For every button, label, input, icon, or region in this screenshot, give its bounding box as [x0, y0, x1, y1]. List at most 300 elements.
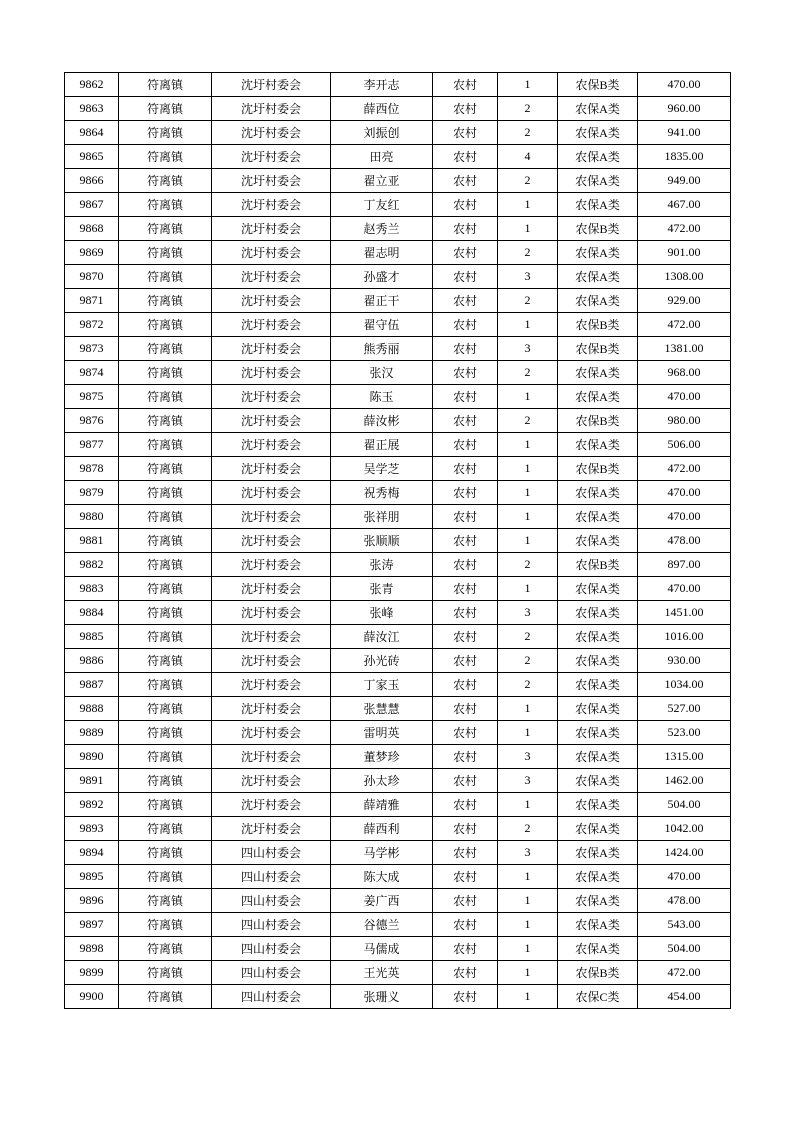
table-cell: 符离镇 — [119, 889, 212, 913]
table-cell: 张青 — [331, 577, 433, 601]
table-cell: 田亮 — [331, 145, 433, 169]
table-cell: 949.00 — [638, 169, 731, 193]
table-row — [65, 625, 731, 649]
table-cell: 农村 — [433, 361, 498, 385]
table-cell: 农村 — [433, 817, 498, 841]
table-cell: 9873 — [65, 337, 119, 361]
table-cell: 9875 — [65, 385, 119, 409]
table-cell: 农村 — [433, 337, 498, 361]
table-row — [65, 457, 731, 481]
table-cell: 农村 — [433, 649, 498, 673]
table-row — [65, 697, 731, 721]
table-cell: 沈圩村委会 — [212, 265, 331, 289]
table-cell: 农保A类 — [558, 745, 638, 769]
table-cell: 9866 — [65, 169, 119, 193]
table-body — [65, 73, 731, 1009]
table-cell: 张顺顺 — [331, 529, 433, 553]
table-cell: 孙太珍 — [331, 769, 433, 793]
table-cell: 符离镇 — [119, 553, 212, 577]
table-cell: 符离镇 — [119, 649, 212, 673]
table-cell: 506.00 — [638, 433, 731, 457]
table-cell: 符离镇 — [119, 409, 212, 433]
table-cell: 农保B类 — [558, 409, 638, 433]
table-cell: 2 — [498, 817, 558, 841]
table-cell: 478.00 — [638, 529, 731, 553]
table-row — [65, 865, 731, 889]
table-cell: 沈圩村委会 — [212, 361, 331, 385]
table-cell: 1 — [498, 73, 558, 97]
table-cell: 472.00 — [638, 457, 731, 481]
table-cell: 丁家玉 — [331, 673, 433, 697]
table-cell: 符离镇 — [119, 457, 212, 481]
table-cell: 472.00 — [638, 961, 731, 985]
table-cell: 农保A类 — [558, 505, 638, 529]
table-cell: 农保A类 — [558, 265, 638, 289]
table-cell: 翟正干 — [331, 289, 433, 313]
table-cell: 农保B类 — [558, 337, 638, 361]
table-cell: 沈圩村委会 — [212, 721, 331, 745]
table-row — [65, 841, 731, 865]
table-row — [65, 985, 731, 1009]
table-row — [65, 193, 731, 217]
table-cell: 1 — [498, 385, 558, 409]
table-cell: 1 — [498, 793, 558, 817]
table-cell: 翟正展 — [331, 433, 433, 457]
table-cell: 农村 — [433, 409, 498, 433]
table-cell: 刘振创 — [331, 121, 433, 145]
table-cell: 9894 — [65, 841, 119, 865]
table-cell: 农村 — [433, 769, 498, 793]
table-cell: 3 — [498, 337, 558, 361]
table-cell: 符离镇 — [119, 745, 212, 769]
table-cell: 沈圩村委会 — [212, 481, 331, 505]
table-cell: 470.00 — [638, 385, 731, 409]
table-cell: 9888 — [65, 697, 119, 721]
table-cell: 张祥朋 — [331, 505, 433, 529]
table-cell: 农村 — [433, 745, 498, 769]
table-cell: 9879 — [65, 481, 119, 505]
table-cell: 农保B类 — [558, 961, 638, 985]
table-cell: 四山村委会 — [212, 937, 331, 961]
table-cell: 符离镇 — [119, 169, 212, 193]
table-cell: 农村 — [433, 481, 498, 505]
table-cell: 9891 — [65, 769, 119, 793]
table-cell: 农保A类 — [558, 913, 638, 937]
table-cell: 9885 — [65, 625, 119, 649]
table-cell: 9872 — [65, 313, 119, 337]
table-row — [65, 385, 731, 409]
table-cell: 农村 — [433, 241, 498, 265]
table-cell: 农村 — [433, 793, 498, 817]
table-cell: 符离镇 — [119, 937, 212, 961]
table-cell: 沈圩村委会 — [212, 145, 331, 169]
table-cell: 农村 — [433, 313, 498, 337]
table-row — [65, 961, 731, 985]
table-cell: 9889 — [65, 721, 119, 745]
table-cell: 吴学芝 — [331, 457, 433, 481]
table-cell: 1424.00 — [638, 841, 731, 865]
table-cell: 农保A类 — [558, 841, 638, 865]
table-cell: 472.00 — [638, 217, 731, 241]
table-cell: 3 — [498, 841, 558, 865]
table-row — [65, 577, 731, 601]
table-cell: 农村 — [433, 889, 498, 913]
table-cell: 符离镇 — [119, 961, 212, 985]
table-cell: 马学彬 — [331, 841, 433, 865]
table-cell: 符离镇 — [119, 481, 212, 505]
table-cell: 四山村委会 — [212, 985, 331, 1009]
table-cell: 沈圩村委会 — [212, 217, 331, 241]
table-cell: 1 — [498, 481, 558, 505]
table-row — [65, 889, 731, 913]
table-row — [65, 145, 731, 169]
table-cell: 农保A类 — [558, 889, 638, 913]
table-cell: 农村 — [433, 433, 498, 457]
table-cell: 农保A类 — [558, 361, 638, 385]
table-cell: 4 — [498, 145, 558, 169]
table-cell: 孙盛才 — [331, 265, 433, 289]
table-cell: 符离镇 — [119, 985, 212, 1009]
table-cell: 符离镇 — [119, 265, 212, 289]
table-cell: 1 — [498, 577, 558, 601]
table-cell: 马儒成 — [331, 937, 433, 961]
table-row — [65, 361, 731, 385]
table-cell: 沈圩村委会 — [212, 289, 331, 313]
table-cell: 符离镇 — [119, 913, 212, 937]
table-cell: 农村 — [433, 217, 498, 241]
table-cell: 504.00 — [638, 937, 731, 961]
table-row — [65, 505, 731, 529]
table-cell: 符离镇 — [119, 673, 212, 697]
table-cell: 符离镇 — [119, 193, 212, 217]
table-cell: 符离镇 — [119, 337, 212, 361]
table-cell: 姜广西 — [331, 889, 433, 913]
table-cell: 农保B类 — [558, 73, 638, 97]
table-cell: 沈圩村委会 — [212, 385, 331, 409]
table-cell: 9896 — [65, 889, 119, 913]
table-cell: 1 — [498, 313, 558, 337]
table-cell: 沈圩村委会 — [212, 769, 331, 793]
table-cell: 农村 — [433, 985, 498, 1009]
table-cell: 504.00 — [638, 793, 731, 817]
table-cell: 符离镇 — [119, 769, 212, 793]
table-cell: 929.00 — [638, 289, 731, 313]
table-cell: 2 — [498, 673, 558, 697]
table-cell: 张珊义 — [331, 985, 433, 1009]
table-cell: 9883 — [65, 577, 119, 601]
table-cell: 9897 — [65, 913, 119, 937]
table-cell: 1381.00 — [638, 337, 731, 361]
table-cell: 农保A类 — [558, 937, 638, 961]
table-cell: 薛靖雅 — [331, 793, 433, 817]
table-cell: 翟守伍 — [331, 313, 433, 337]
table-cell: 农村 — [433, 577, 498, 601]
table-cell: 符离镇 — [119, 145, 212, 169]
table-cell: 9863 — [65, 97, 119, 121]
table-row — [65, 529, 731, 553]
table-row — [65, 745, 731, 769]
table-cell: 符离镇 — [119, 97, 212, 121]
table-cell: 9878 — [65, 457, 119, 481]
table-cell: 9869 — [65, 241, 119, 265]
table-cell: 薛西位 — [331, 97, 433, 121]
table-cell: 农村 — [433, 937, 498, 961]
table-cell: 941.00 — [638, 121, 731, 145]
table-cell: 9892 — [65, 793, 119, 817]
table-cell: 符离镇 — [119, 865, 212, 889]
table-cell: 陈大成 — [331, 865, 433, 889]
table-cell: 沈圩村委会 — [212, 601, 331, 625]
table-cell: 9876 — [65, 409, 119, 433]
table-cell: 符离镇 — [119, 289, 212, 313]
table-cell: 农村 — [433, 97, 498, 121]
table-cell: 1 — [498, 193, 558, 217]
table-cell: 2 — [498, 121, 558, 145]
table-row — [65, 241, 731, 265]
table-cell: 1 — [498, 505, 558, 529]
table-cell: 9882 — [65, 553, 119, 577]
table-cell: 农保A类 — [558, 289, 638, 313]
table-cell: 沈圩村委会 — [212, 241, 331, 265]
table-cell: 2 — [498, 97, 558, 121]
table-cell: 农村 — [433, 553, 498, 577]
table-cell: 农村 — [433, 193, 498, 217]
table-cell: 1 — [498, 889, 558, 913]
table-row — [65, 121, 731, 145]
table-cell: 四山村委会 — [212, 865, 331, 889]
table-cell: 1042.00 — [638, 817, 731, 841]
table-cell: 9895 — [65, 865, 119, 889]
table-cell: 沈圩村委会 — [212, 337, 331, 361]
table-cell: 李开志 — [331, 73, 433, 97]
table-cell: 丁友红 — [331, 193, 433, 217]
table-cell: 熊秀丽 — [331, 337, 433, 361]
table-cell: 1034.00 — [638, 673, 731, 697]
table-cell: 沈圩村委会 — [212, 169, 331, 193]
table-cell: 1 — [498, 961, 558, 985]
table-cell: 9871 — [65, 289, 119, 313]
table-cell: 960.00 — [638, 97, 731, 121]
table-row — [65, 217, 731, 241]
table-cell: 符离镇 — [119, 241, 212, 265]
table-cell: 农保A类 — [558, 649, 638, 673]
table-cell: 农保A类 — [558, 769, 638, 793]
table-cell: 2 — [498, 241, 558, 265]
table-cell: 1 — [498, 529, 558, 553]
table-cell: 农保A类 — [558, 433, 638, 457]
table-cell: 2 — [498, 169, 558, 193]
table-cell: 2 — [498, 553, 558, 577]
table-cell: 9886 — [65, 649, 119, 673]
table-row — [65, 433, 731, 457]
table-cell: 农保A类 — [558, 601, 638, 625]
table-cell: 沈圩村委会 — [212, 577, 331, 601]
table-cell: 沈圩村委会 — [212, 649, 331, 673]
table-cell: 农村 — [433, 865, 498, 889]
table-cell: 沈圩村委会 — [212, 529, 331, 553]
table-cell: 薛汝彬 — [331, 409, 433, 433]
table-cell: 农保B类 — [558, 217, 638, 241]
table-cell: 897.00 — [638, 553, 731, 577]
table-cell: 9884 — [65, 601, 119, 625]
table-cell: 符离镇 — [119, 817, 212, 841]
table-cell: 901.00 — [638, 241, 731, 265]
table-cell: 祝秀梅 — [331, 481, 433, 505]
table-cell: 王光英 — [331, 961, 433, 985]
table-cell: 3 — [498, 601, 558, 625]
table-cell: 农村 — [433, 505, 498, 529]
table-cell: 1 — [498, 721, 558, 745]
table-cell: 1 — [498, 217, 558, 241]
table-cell: 谷德兰 — [331, 913, 433, 937]
table-cell: 农村 — [433, 265, 498, 289]
table-cell: 农保A类 — [558, 697, 638, 721]
table-cell: 农保A类 — [558, 625, 638, 649]
table-cell: 沈圩村委会 — [212, 97, 331, 121]
table-cell: 9867 — [65, 193, 119, 217]
table-cell: 四山村委会 — [212, 961, 331, 985]
table-cell: 3 — [498, 769, 558, 793]
table-cell: 沈圩村委会 — [212, 793, 331, 817]
table-row — [65, 553, 731, 577]
table-cell: 农保B类 — [558, 457, 638, 481]
table-row — [65, 721, 731, 745]
table-cell: 农村 — [433, 697, 498, 721]
table-row — [65, 817, 731, 841]
table-cell: 农村 — [433, 121, 498, 145]
table-cell: 523.00 — [638, 721, 731, 745]
table-cell: 9900 — [65, 985, 119, 1009]
table-cell: 符离镇 — [119, 505, 212, 529]
table-cell: 1462.00 — [638, 769, 731, 793]
table-cell: 符离镇 — [119, 73, 212, 97]
table-cell: 薛汝江 — [331, 625, 433, 649]
table-cell: 9864 — [65, 121, 119, 145]
table-row — [65, 649, 731, 673]
table-cell: 9890 — [65, 745, 119, 769]
table-cell: 农保A类 — [558, 481, 638, 505]
table-cell: 符离镇 — [119, 841, 212, 865]
table-cell: 1 — [498, 865, 558, 889]
table-cell: 符离镇 — [119, 577, 212, 601]
table-row — [65, 673, 731, 697]
table-cell: 翟立亚 — [331, 169, 433, 193]
table-cell: 沈圩村委会 — [212, 817, 331, 841]
table-cell: 孙光砖 — [331, 649, 433, 673]
table-cell: 470.00 — [638, 73, 731, 97]
table-cell: 沈圩村委会 — [212, 457, 331, 481]
table-row — [65, 289, 731, 313]
table-cell: 9898 — [65, 937, 119, 961]
table-cell: 农村 — [433, 625, 498, 649]
table-cell: 1 — [498, 913, 558, 937]
table-cell: 470.00 — [638, 865, 731, 889]
table-cell: 9868 — [65, 217, 119, 241]
table-cell: 1 — [498, 937, 558, 961]
table-cell: 符离镇 — [119, 601, 212, 625]
table-cell: 454.00 — [638, 985, 731, 1009]
table-cell: 478.00 — [638, 889, 731, 913]
table-cell: 1 — [498, 985, 558, 1009]
table-cell: 470.00 — [638, 481, 731, 505]
table-cell: 农村 — [433, 913, 498, 937]
table-cell: 9877 — [65, 433, 119, 457]
table-cell: 农保A类 — [558, 193, 638, 217]
table-cell: 968.00 — [638, 361, 731, 385]
table-cell: 930.00 — [638, 649, 731, 673]
table-cell: 980.00 — [638, 409, 731, 433]
table-row — [65, 313, 731, 337]
table-cell: 农保A类 — [558, 169, 638, 193]
table-cell: 农村 — [433, 73, 498, 97]
records-table — [64, 72, 731, 1009]
table-cell: 沈圩村委会 — [212, 313, 331, 337]
table-cell: 农保C类 — [558, 985, 638, 1009]
table-cell: 农保A类 — [558, 145, 638, 169]
table-cell: 农保A类 — [558, 673, 638, 697]
table-cell: 3 — [498, 745, 558, 769]
table-cell: 农保A类 — [558, 793, 638, 817]
table-cell: 2 — [498, 625, 558, 649]
table-row — [65, 793, 731, 817]
table-cell: 沈圩村委会 — [212, 697, 331, 721]
table-cell: 翟志明 — [331, 241, 433, 265]
table-cell: 符离镇 — [119, 433, 212, 457]
table-cell: 农保A类 — [558, 577, 638, 601]
table-cell: 1315.00 — [638, 745, 731, 769]
table-cell: 农保A类 — [558, 97, 638, 121]
table-cell: 3 — [498, 265, 558, 289]
table-cell: 472.00 — [638, 313, 731, 337]
table-cell: 9893 — [65, 817, 119, 841]
table-cell: 符离镇 — [119, 625, 212, 649]
table-cell: 9881 — [65, 529, 119, 553]
table-row — [65, 337, 731, 361]
table-row — [65, 97, 731, 121]
table-cell: 2 — [498, 409, 558, 433]
table-cell: 董梦珍 — [331, 745, 433, 769]
table-cell: 薛西利 — [331, 817, 433, 841]
table-cell: 符离镇 — [119, 385, 212, 409]
table-row — [65, 73, 731, 97]
table-cell: 农村 — [433, 145, 498, 169]
table-row — [65, 481, 731, 505]
table-cell: 符离镇 — [119, 313, 212, 337]
table-cell: 9870 — [65, 265, 119, 289]
table-row — [65, 169, 731, 193]
table-row — [65, 409, 731, 433]
table-cell: 农村 — [433, 673, 498, 697]
table-cell: 沈圩村委会 — [212, 73, 331, 97]
table-cell: 陈玉 — [331, 385, 433, 409]
table-cell: 农保A类 — [558, 865, 638, 889]
table-cell: 农村 — [433, 169, 498, 193]
table-cell: 赵秀兰 — [331, 217, 433, 241]
table-cell: 农村 — [433, 289, 498, 313]
table-cell: 沈圩村委会 — [212, 505, 331, 529]
table-cell: 沈圩村委会 — [212, 409, 331, 433]
table-cell: 沈圩村委会 — [212, 433, 331, 457]
table-cell: 农保A类 — [558, 385, 638, 409]
table-cell: 农保A类 — [558, 529, 638, 553]
table-cell: 符离镇 — [119, 361, 212, 385]
table-cell: 527.00 — [638, 697, 731, 721]
table-cell: 张汉 — [331, 361, 433, 385]
table-cell: 9862 — [65, 73, 119, 97]
table-cell: 符离镇 — [119, 793, 212, 817]
table-cell: 1 — [498, 697, 558, 721]
table-cell: 沈圩村委会 — [212, 745, 331, 769]
